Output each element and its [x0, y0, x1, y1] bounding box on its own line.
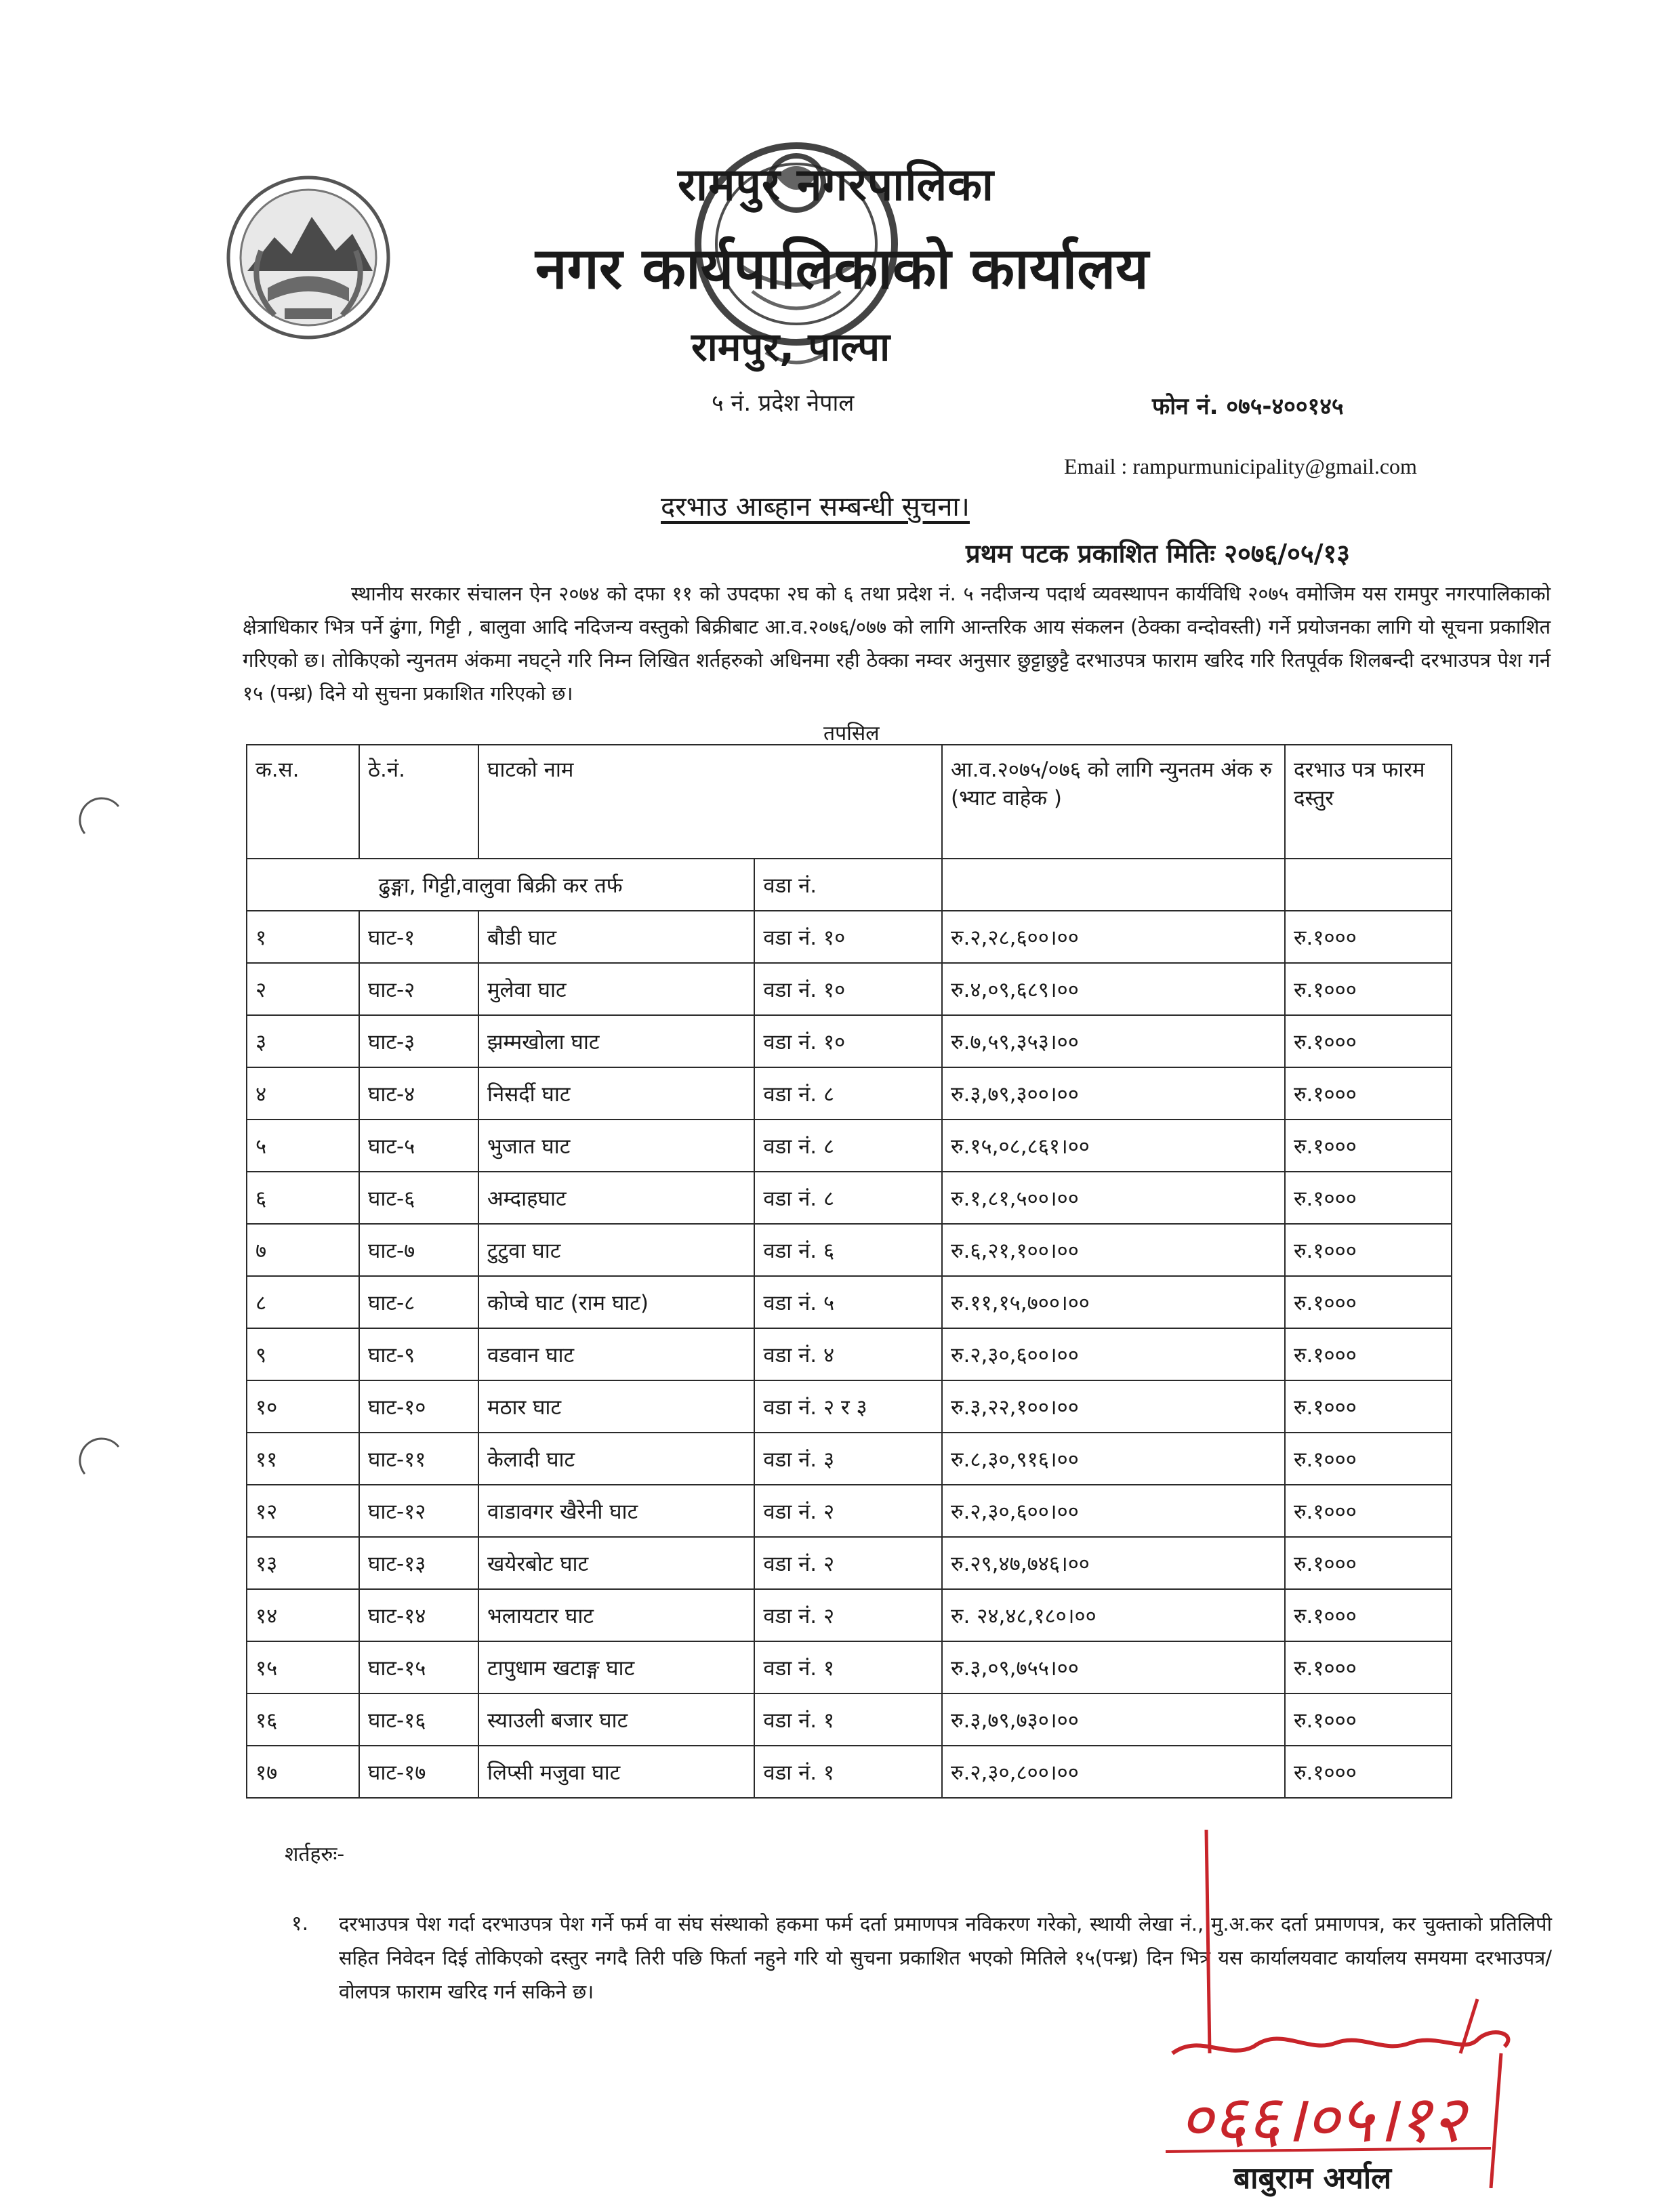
- handwritten-signature: [1125, 1830, 1654, 2188]
- serial-number: ११: [247, 1433, 359, 1485]
- serial-number: १४: [247, 1589, 359, 1641]
- ward-number: वडा नं. २: [754, 1537, 942, 1589]
- table-header-row: [247, 745, 1452, 859]
- contract-number: घाट-११: [359, 1433, 478, 1485]
- serial-number: १२: [247, 1485, 359, 1537]
- email-address: Email : rampurmunicipality@gmail.com: [1064, 454, 1417, 478]
- minimum-amount: रु.२९,४७,७४६।००: [942, 1537, 1285, 1589]
- form-fee: रु.१०००: [1285, 1067, 1452, 1120]
- minimum-amount: रु.१५,०८,८६१।००: [942, 1120, 1285, 1172]
- handwritten-date: ०६६।०५।१२: [1179, 2081, 1466, 2157]
- form-fee: रु.१०००: [1285, 1537, 1452, 1589]
- serial-number: १५: [247, 1641, 359, 1693]
- contract-number: घाट-५: [359, 1120, 478, 1172]
- form-fee: रु.१०००: [1285, 1276, 1452, 1328]
- serial-number: ४: [247, 1067, 359, 1120]
- minimum-amount: रु.३,२२,१००।००: [942, 1380, 1285, 1433]
- minimum-amount: रु.६,२१,१००।००: [942, 1224, 1285, 1276]
- form-fee: रु.१०००: [1285, 1433, 1452, 1485]
- minimum-amount: रु.२,२८,६००।००: [942, 911, 1285, 963]
- section-row: [247, 859, 1452, 911]
- ward-number: वडा नं. २: [754, 1589, 942, 1641]
- form-fee: रु.१०००: [1285, 1015, 1452, 1067]
- form-fee: रु.१०००: [1285, 1328, 1452, 1380]
- ghat-name: निसर्दी घाट: [478, 1067, 754, 1120]
- ward-number: वडा नं. ४: [754, 1328, 942, 1380]
- serial-number: ५: [247, 1120, 359, 1172]
- term-number: १.: [291, 1912, 309, 1935]
- table-row: [247, 1589, 1452, 1641]
- ward-number: वडा नं. १०: [754, 963, 942, 1015]
- contract-number: घाट-१६: [359, 1693, 478, 1746]
- ward-number: वडा नं. ८: [754, 1172, 942, 1224]
- serial-number: १६: [247, 1693, 359, 1746]
- form-fee: रु.१०००: [1285, 1641, 1452, 1693]
- ward-number: वडा नं. १०: [754, 1015, 942, 1067]
- table-row: [247, 1380, 1452, 1433]
- ghat-name: वाडावगर खैरेनी घाट: [478, 1485, 754, 1537]
- ghat-name: कोप्चे घाट (राम घाट): [478, 1276, 754, 1328]
- office-address: रामपुर, पाल्पा: [691, 324, 890, 370]
- contract-number: घाट-१५: [359, 1641, 478, 1693]
- form-fee: रु.१०००: [1285, 1120, 1452, 1172]
- table-row: [247, 911, 1452, 963]
- ghat-name: लिप्सी मजुवा घाट: [478, 1746, 754, 1798]
- serial-number: २: [247, 963, 359, 1015]
- ward-number: वडा नं. १: [754, 1746, 942, 1798]
- schedule-label: तपसिल: [823, 722, 880, 745]
- office-name: नगर कार्यपालिकाको कार्यालय: [535, 235, 1149, 302]
- ghat-name: टापुधाम खटाङ्ग घाट: [478, 1641, 754, 1693]
- ghat-name: वडवान घाट: [478, 1328, 754, 1380]
- table-row: [247, 1120, 1452, 1172]
- ward-number: वडा नं. २: [754, 1485, 942, 1537]
- government-emblem-logo: [220, 169, 396, 346]
- serial-number: १३: [247, 1537, 359, 1589]
- form-fee: रु.१०००: [1285, 963, 1452, 1015]
- contract-number: घाट-९: [359, 1328, 478, 1380]
- ghat-name: झम्मखोला घाट: [478, 1015, 754, 1067]
- contract-number: घाट-७: [359, 1224, 478, 1276]
- ghat-name: खयेरबोट घाट: [478, 1537, 754, 1589]
- empty-cell: [1285, 859, 1452, 911]
- header-contract-no: ठे.नं.: [359, 745, 478, 859]
- term-text: दरभाउपत्र पेश गर्दा दरभाउपत्र पेश गर्ने फर्म वा संघ संस्थाको हकमा फर्म दर्ता प्रमाणपत्र नविकरण गरेको, स्थायी लेखा नं., मु.अ.कर दर्ता प्रमाणपत्र, कर चुक्ताको प्रतिलिपी सहित निवेदन दिई तोकिएको दस्तुर नगदै तिरी पछि फिर्ता नहुने गरि यो सुचना प्रकाशित भएको मितिले १५(पन्ध्र) दिन भित्र यस कार्यालयवाट कार्यालय समयमा दरभाउपत्र/वोलपत्र फाराम खरिद गर्न सकिने छ।: [339, 1912, 1552, 2003]
- contract-number: घाट-१३: [359, 1537, 478, 1589]
- contract-number: घाट-१२: [359, 1485, 478, 1537]
- form-fee: रु.१०००: [1285, 911, 1452, 963]
- ward-number: वडा नं. ३: [754, 1433, 942, 1485]
- minimum-amount: रु.२,३०,८००।००: [942, 1746, 1285, 1798]
- minimum-amount: रु.१,८१,५००।००: [942, 1172, 1285, 1224]
- table-row: [247, 1015, 1452, 1067]
- contract-number: घाट-२: [359, 963, 478, 1015]
- minimum-amount: रु.७,५९,३५३।००: [942, 1015, 1285, 1067]
- ward-number: वडा नं. २ र ३: [754, 1380, 942, 1433]
- ward-number: वडा नं. ६: [754, 1224, 942, 1276]
- contract-number: घाट-१७: [359, 1746, 478, 1798]
- table-row: [247, 1537, 1452, 1589]
- table-row: [247, 1485, 1452, 1537]
- minimum-amount: रु.३,०९,७५५।००: [942, 1641, 1285, 1693]
- ghat-name: बौडी घाट: [478, 911, 754, 963]
- ward-number: वडा नं. १०: [754, 911, 942, 963]
- contract-number: घाट-४: [359, 1067, 478, 1120]
- contract-number: घाट-८: [359, 1276, 478, 1328]
- serial-number: ६: [247, 1172, 359, 1224]
- header-serial: क.स.: [247, 745, 359, 859]
- published-date: प्रथम पटक प्रकाशित मितिः २०७६/०५/१३: [966, 539, 1351, 569]
- section-title: ढुङ्गा, गिट्टी,वालुवा बिक्री कर तर्फ: [247, 859, 754, 911]
- table-row: [247, 1641, 1452, 1693]
- ghat-name: केलादी घाट: [478, 1433, 754, 1485]
- ward-number: वडा नं. १: [754, 1641, 942, 1693]
- form-fee: रु.१०००: [1285, 1172, 1452, 1224]
- table-row: [247, 1746, 1452, 1798]
- notice-title: दरभाउ आब्हान सम्बन्धी सुचना।: [661, 491, 970, 522]
- minimum-amount: रु.११,१५,७००।००: [942, 1276, 1285, 1328]
- empty-cell: [942, 859, 1285, 911]
- municipality-name: रामपुर नगरपालिका: [678, 159, 995, 211]
- minimum-amount: रु.३,७९,३००।००: [942, 1067, 1285, 1120]
- table-row: [247, 1693, 1452, 1746]
- bid-table: [246, 744, 1452, 1799]
- ward-number: वडा नं. १: [754, 1693, 942, 1746]
- ghat-name: मुलेवा घाट: [478, 963, 754, 1015]
- serial-number: ९: [247, 1328, 359, 1380]
- contract-number: घाट-१: [359, 911, 478, 963]
- serial-number: ८: [247, 1276, 359, 1328]
- table-row: [247, 963, 1452, 1015]
- contract-number: घाट-३: [359, 1015, 478, 1067]
- form-fee: रु.१०००: [1285, 1746, 1452, 1798]
- ward-number: वडा नं. ८: [754, 1120, 942, 1172]
- minimum-amount: रु.२,३०,६००।००: [942, 1328, 1285, 1380]
- ghat-name: अम्दाहघाट: [478, 1172, 754, 1224]
- header-minimum-amount: आ.व.२०७५/०७६ को लागि न्युनतम अंक रु (भ्याट वाहेक ): [942, 745, 1285, 859]
- serial-number: ३: [247, 1015, 359, 1067]
- header-form-fee: दरभाउ पत्र फारम दस्तुर: [1285, 745, 1452, 859]
- minimum-amount: रु.३,७९,७३०।००: [942, 1693, 1285, 1746]
- province-label: ५ नं. प्रदेश नेपाल: [712, 390, 855, 417]
- form-fee: रु.१०००: [1285, 1380, 1452, 1433]
- form-fee: रु.१०००: [1285, 1589, 1452, 1641]
- ghat-name: स्याउली बजार घाट: [478, 1693, 754, 1746]
- ghat-name: भुजात घाट: [478, 1120, 754, 1172]
- contract-number: घाट-१४: [359, 1589, 478, 1641]
- serial-number: १: [247, 911, 359, 963]
- minimum-amount: रु.२,३०,६००।००: [942, 1485, 1285, 1537]
- punch-hole-icon: [78, 793, 125, 840]
- table-row: [247, 1433, 1452, 1485]
- table-row: [247, 1276, 1452, 1328]
- terms-heading: शर्तहरुः-: [285, 1843, 345, 1866]
- phone-number: फोन नं. ०७५-४००१४५: [1152, 393, 1344, 420]
- table-row: [247, 1224, 1452, 1276]
- form-fee: रु.१०००: [1285, 1693, 1452, 1746]
- serial-number: १०: [247, 1380, 359, 1433]
- table-row: [247, 1172, 1452, 1224]
- ward-header: वडा नं.: [754, 859, 942, 911]
- table-row: [247, 1328, 1452, 1380]
- form-fee: रु.१०००: [1285, 1485, 1452, 1537]
- ghat-name: मठार घाट: [478, 1380, 754, 1433]
- contract-number: घाट-६: [359, 1172, 478, 1224]
- form-fee: रु.१०००: [1285, 1224, 1452, 1276]
- table-row: [247, 1067, 1452, 1120]
- header-ghat-name: घाटको नाम: [478, 745, 942, 859]
- contract-number: घाट-१०: [359, 1380, 478, 1433]
- signatory-name: बाबुराम अर्याल: [1233, 2161, 1392, 2196]
- notice-body: स्थानीय सरकार संचालन ऐन २०७४ को दफा ११ को उपदफा २घ को ६ तथा प्रदेश नं. ५ नदीजन्य पदार्थ व्यवस्थापन कार्यविधि २०७५ वमोजिम यस रामपुर नगरपालिकाको क्षेत्राधिकार भित्र पर्ने ढुंगा, गिट्टी , बालुवा आदि नदिजन्य वस्तुको बिक्रीबाट आ.व.२०७६/०७७ को लागि आन्तरिक आय संकलन (ठेक्का वन्दोवस्ती) गर्ने प्रयोजनका लागि यो सूचना प्रकाशित गरिएको छ। तोकिएको न्युनतम अंकमा नघट्ने गरि निम्न लिखित शर्तहरुको अधिनमा रही ठेक्का नम्वर अनुसार छुट्टाछुट्टै दरभाउपत्र फाराम खरिद गरि रितपूर्वक शिलबन्दी दरभाउपत्र पेश गर्न १५ (पन्ध्र) दिने यो सुचना प्रकाशित गरिएको छ।: [243, 582, 1551, 705]
- minimum-amount: रु.८,३०,९१६।००: [942, 1433, 1285, 1485]
- ghat-name: भलायटार घाट: [478, 1589, 754, 1641]
- minimum-amount: रु.४,०९,६८९।००: [942, 963, 1285, 1015]
- minimum-amount: रु. २४,४८,१८०।००: [942, 1589, 1285, 1641]
- serial-number: १७: [247, 1746, 359, 1798]
- serial-number: ७: [247, 1224, 359, 1276]
- punch-hole-icon: [78, 1433, 125, 1481]
- ward-number: वडा नं. ५: [754, 1276, 942, 1328]
- ghat-name: टुटुवा घाट: [478, 1224, 754, 1276]
- ward-number: वडा नं. ८: [754, 1067, 942, 1120]
